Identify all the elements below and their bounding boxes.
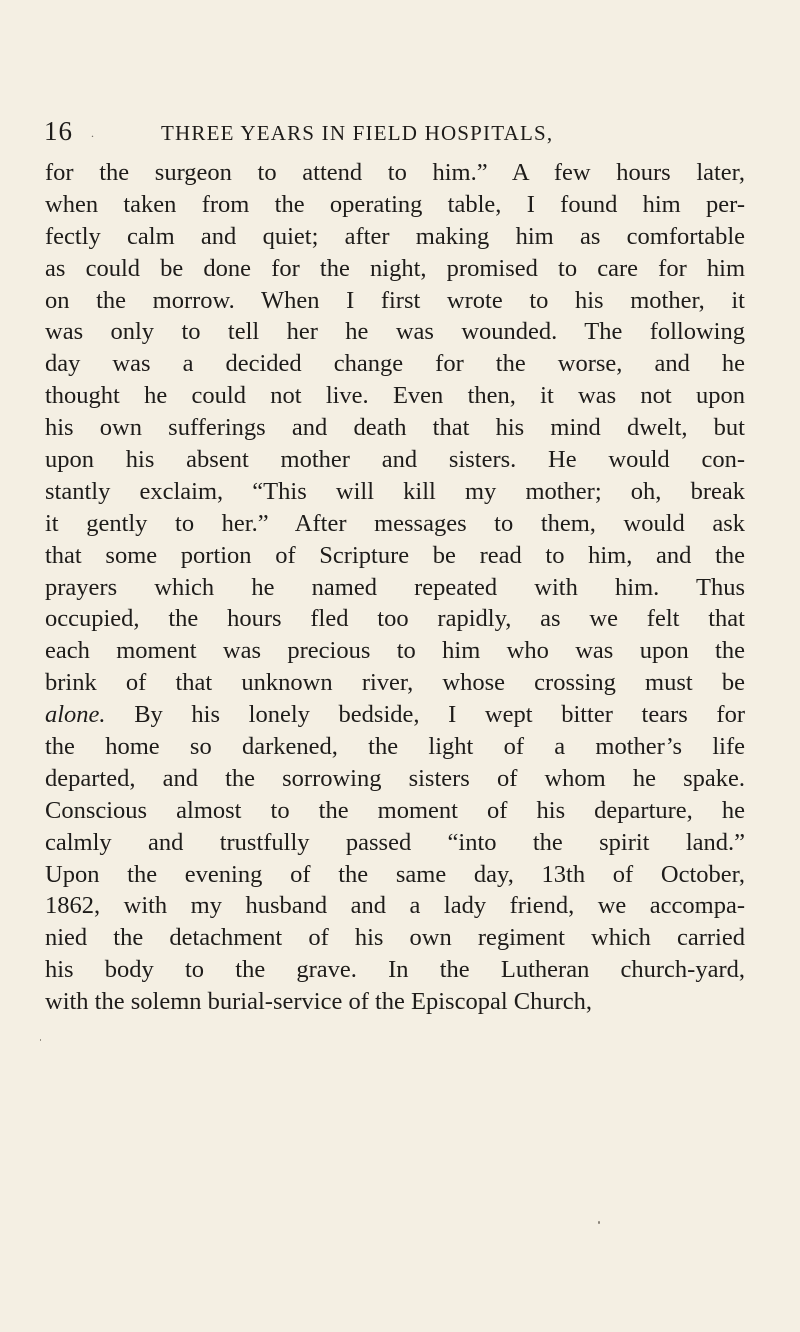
text-line-13: that some portion of Scripture be read to him, and the	[45, 541, 745, 569]
text-line-14: prayers which he named repeated with him. Thus	[45, 573, 745, 601]
text-line-5: on the morrow. When I first wrote to his mother, it	[45, 286, 745, 314]
running-head	[44, 116, 744, 150]
text-line-10: upon his absent mother and sisters. He would con-	[45, 446, 745, 474]
text-line-26: his body to the grave. In the Lutheran church-yard,	[45, 956, 745, 984]
text-line-11: stantly exclaim, “This will kill my mother; oh, break	[45, 477, 745, 505]
text-line-6: was only to tell her he was wounded. The following	[45, 318, 745, 346]
text-line-27: with the solemn burial-service of the Episcopal Church,	[45, 988, 593, 1016]
text-line-12: it gently to her.” After messages to them, would ask	[45, 509, 745, 537]
text-line-3: fectly calm and quiet; after making him as comfortable	[45, 222, 745, 250]
page-number: 16	[44, 116, 73, 146]
print-speck	[40, 1039, 41, 1041]
running-title: THREE YEARS IN FIELD HOSPITALS,	[161, 121, 554, 145]
italic-word: alone.	[45, 701, 106, 729]
text-line-25: nied the detachment of his own regiment which carried	[45, 924, 745, 952]
text-line-24: 1862, with my husband and a lady friend, we accompa-	[45, 892, 745, 920]
text-line-2: when taken from the operating table, I found him per-	[45, 190, 745, 218]
text-line-22: calmly and trustfully passed “into the spirit land.”	[45, 828, 745, 856]
text-line-7: day was a decided change for the worse, and he	[45, 350, 745, 378]
text-line-17: brink of that unknown river, whose crossing must be	[45, 669, 745, 697]
text-line-20: departed, and the sorrowing sisters of whom he spake.	[45, 764, 745, 792]
text-line-21: Conscious almost to the moment of his departure, he	[45, 796, 745, 824]
text-line-9: his own sufferings and death that his mind dwelt, but	[45, 414, 745, 442]
text-line-18	[45, 699, 745, 731]
text-line-19: the home so darkened, the light of a mother’s life	[45, 733, 745, 761]
text-line-15: occupied, the hours fled too rapidly, as we felt that	[45, 605, 745, 633]
text-line-1: for the surgeon to attend to him.” A few hours later,	[45, 159, 745, 186]
text-line-4: as could be done for the night, promised to care for him	[45, 254, 745, 282]
body-text	[45, 157, 745, 1018]
printer-mark: .	[91, 126, 94, 140]
text-line-18-rest: By his lonely bedside, I wept bitter tears for	[134, 701, 745, 729]
print-speck	[598, 1221, 600, 1224]
text-line-23: Upon the evening of the same day, 13th of October,	[45, 860, 745, 888]
text-line-8: thought he could not live. Even then, it was not upon	[45, 382, 745, 410]
text-line-16: each moment was precious to him who was upon the	[45, 637, 745, 665]
